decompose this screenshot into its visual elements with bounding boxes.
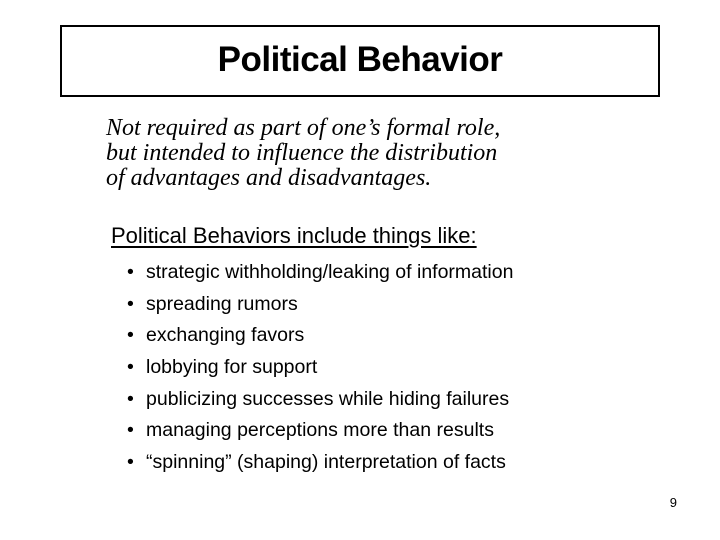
- bullet-text: publicizing successes while hiding failures: [146, 387, 510, 410]
- bullet-dot: •: [127, 387, 134, 410]
- bullet-text: managing perceptions more than results: [146, 419, 494, 442]
- bullet-item: [127, 385, 513, 417]
- definition-line: but intended to influence the distribution: [106, 140, 498, 166]
- bullet-item: [127, 353, 513, 385]
- bullet-dot: •: [127, 261, 134, 283]
- definition-text: [106, 116, 666, 191]
- page-number: 9: [669, 495, 677, 510]
- slide-title: Political Behavior: [217, 39, 503, 79]
- bullet-text: exchanging favors: [146, 324, 305, 347]
- bullet-item: [127, 321, 513, 353]
- bullet-dot: •: [127, 451, 134, 474]
- bullet-list: [127, 258, 513, 480]
- title-box: [60, 25, 660, 97]
- bullet-item: [127, 290, 513, 322]
- bullet-text: lobbying for support: [146, 356, 318, 379]
- bullet-item: [127, 416, 513, 448]
- definition-line: Not required as part of one’s formal role,: [106, 115, 501, 141]
- bullet-text: strategic withholding/leaking of information: [146, 261, 514, 283]
- bullet-text: spreading rumors: [146, 292, 298, 315]
- bullet-text: “spinning” (shaping) interpretation of facts: [146, 451, 506, 474]
- bullet-item: [127, 448, 513, 480]
- bullet-item: [127, 258, 513, 290]
- bullet-dot: •: [127, 324, 134, 347]
- definition-line: of advantages and disadvantages.: [106, 165, 432, 191]
- bullet-dot: •: [127, 356, 134, 379]
- bullets-intro: Political Behaviors include things like:: [111, 223, 477, 248]
- bullet-dot: •: [127, 419, 134, 442]
- bullet-dot: •: [127, 292, 134, 315]
